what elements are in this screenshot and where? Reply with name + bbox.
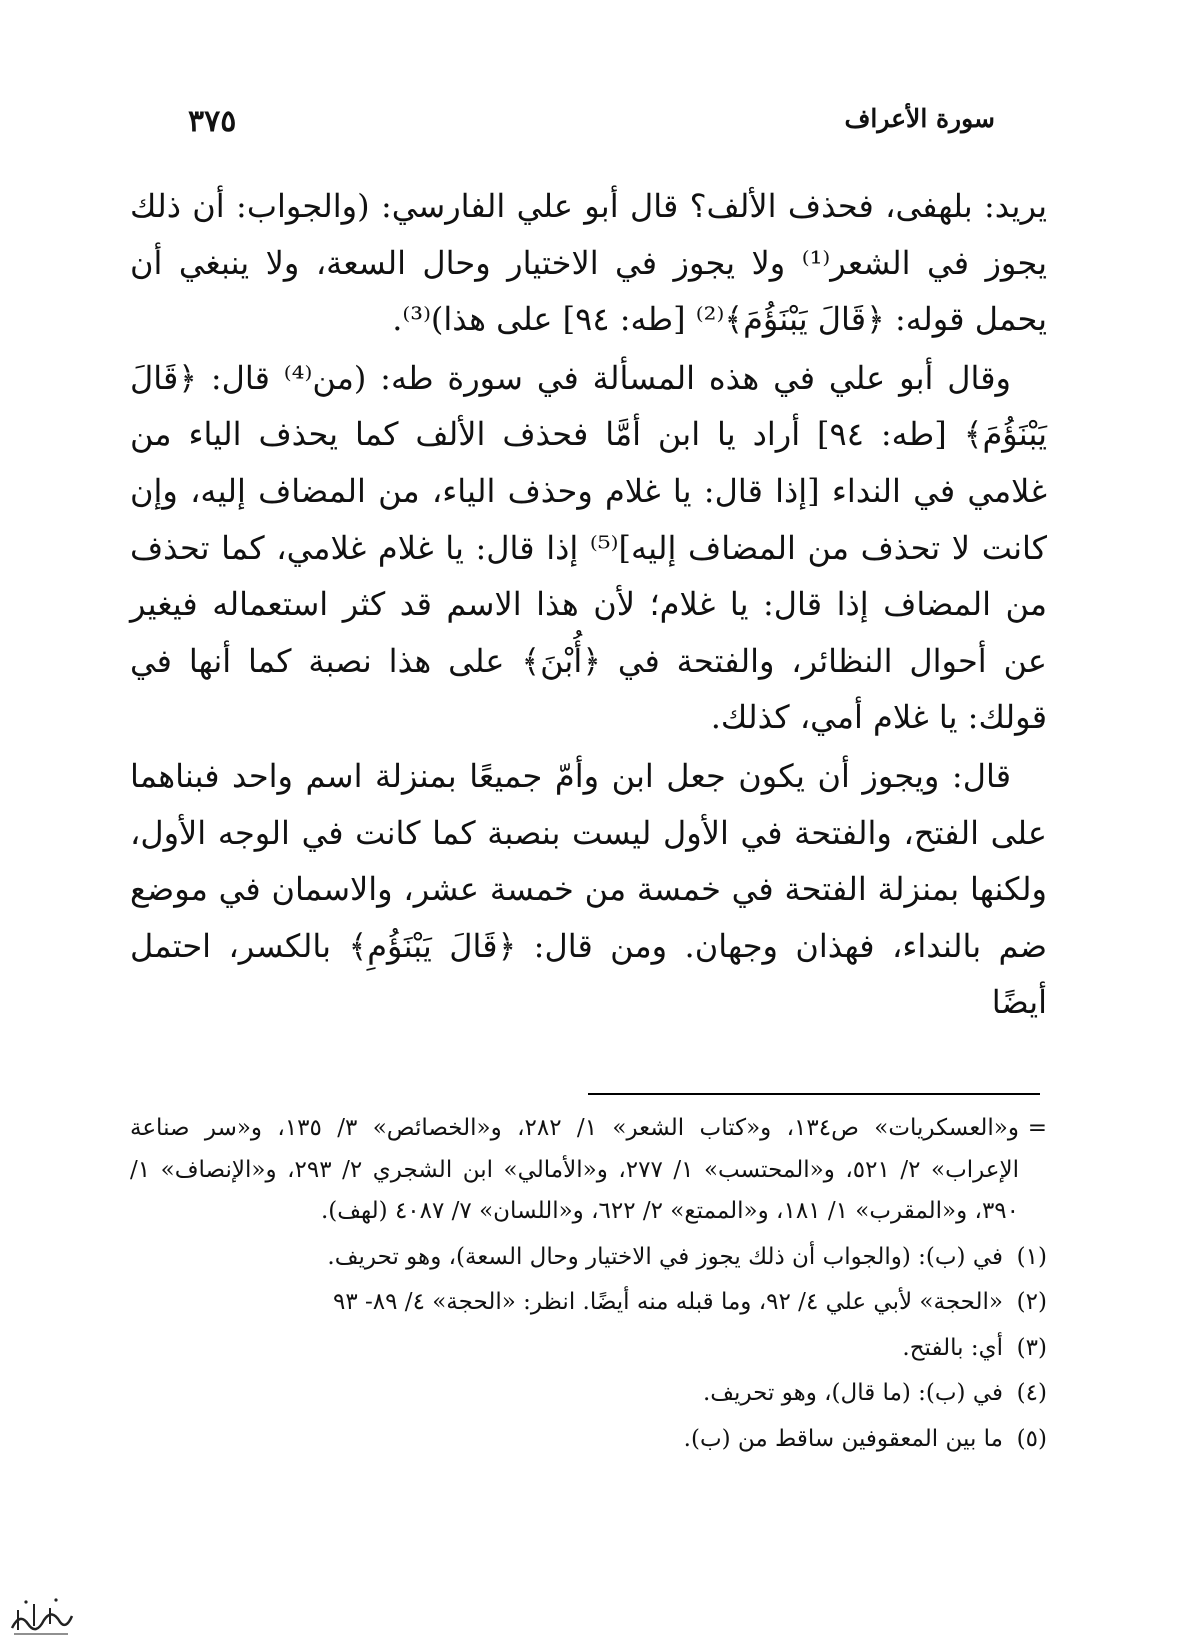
footnote bbox=[130, 1419, 1047, 1461]
paragraph: يريد: بلهفى، فحذف الألف؟ قال أبو علي الفارسي: (والجواب: أن ذلك يجوز في الشعر⁽¹⁾ ولا يجوز في الاختيار وحال السعة، ولا ينبغي أن يحمل قوله: ﴿قَالَ يَبْنَؤُمَ﴾⁽²⁾ [طه: ٩٤] على هذا)⁽³⁾. bbox=[130, 187, 1048, 339]
footnote bbox=[130, 1328, 1047, 1370]
footnote-number: (٣) bbox=[1016, 1334, 1047, 1361]
footnote-separator bbox=[588, 1093, 1040, 1095]
footnote-text: أي: بالفتح. bbox=[902, 1334, 1003, 1361]
footnote bbox=[130, 1237, 1047, 1279]
running-header-title: سورة الأعراف bbox=[844, 104, 995, 133]
paragraph: قال: ويجوز أن يكون جعل ابن وأمّ جميعًا بمنزلة اسم واحد فبناهما على الفتح، والفتحة في الأول ليست بنصبة كما كانت في الوجه الأول، ولكنها بمنزلة الفتحة في خمسة من خمسة عشر، والاسمان في موضع ضم بالنداء، فهذان وجهان. ومن قال: ﴿قَالَ يَبْنَؤُمِ﴾ بالكسر، احتمل أيضًا bbox=[130, 756, 1047, 1022]
footnote-continuation-text: و«العسكريات» ص١٣٤، و«كتاب الشعر» ١/ ٢٨٢، و«الخصائص» ٣/ ١٣٥، و«سر صناعة الإعراب» ٢/ ٥٢١، و«المحتسب» ١/ ٢٧٧، و«الأمالي» ابن الشجري ٢/ ٢٩٣، و«الإنصاف» ١/ ٣٩٠، و«المقرب» ١/ ١٨١، و«الممتع» ٢/ ٦٢٢، و«اللسان» ٧/ ٤٠٨٧ (لهف). bbox=[130, 1115, 1020, 1224]
footnotes bbox=[130, 1108, 1047, 1460]
page-number: ٣٧٥ bbox=[188, 104, 237, 139]
footnote bbox=[130, 1282, 1047, 1324]
footnote-number: (٢) bbox=[1016, 1289, 1047, 1315]
footnote bbox=[130, 1373, 1047, 1415]
footnote-number: (١) bbox=[1016, 1243, 1047, 1270]
footnote-continuation bbox=[130, 1108, 1047, 1233]
footnote-text: في (ب): (ما قال)، وهو تحريف. bbox=[702, 1380, 1003, 1406]
footnote-number: (٤) bbox=[1016, 1380, 1047, 1406]
footnote-text: «الحجة» لأبي علي ٤/ ٩٢، وما قبله منه أيضًا. انظر: «الحجة» ٤/ ٨٩- ٩٣ bbox=[332, 1289, 1003, 1315]
main-text bbox=[130, 178, 1047, 1033]
footnote-number: (٥) bbox=[1016, 1425, 1047, 1452]
continuation-marker: = bbox=[1027, 1115, 1047, 1141]
footnote-text: في (ب): (والجواب أن ذلك يجوز في الاختيار وحال السعة)، وهو تحريف. bbox=[327, 1243, 1003, 1270]
watermark-logo bbox=[6, 1590, 76, 1640]
footnote-text: ما بين المعقوفين ساقط من (ب). bbox=[683, 1425, 1003, 1452]
paragraph: وقال أبو علي في هذه المسألة في سورة طه: (من⁽⁴⁾ قال: ﴿قَالَ يَبْنَؤُمَ﴾ [طه: ٩٤] أراد يا ابن أمَّا فحذف الألف كما يحذف الياء من غلامي في النداء [إذا قال: يا غلام وحذف الياء، من المضاف إليه، وإن كانت لا تحذف من المضاف إليه]⁽⁵⁾ إذا قال: يا غلام غلامي، كما تحذف من المضاف إذا قال: يا غلام؛ لأن هذا الاسم قد كثر استعماله فيغير عن أحوال النظائر، والفتحة في ﴿أُبْنَ﴾ على هذا نصبة كما أنها في قولك: يا غلام أمي، كذلك. bbox=[130, 358, 1048, 737]
